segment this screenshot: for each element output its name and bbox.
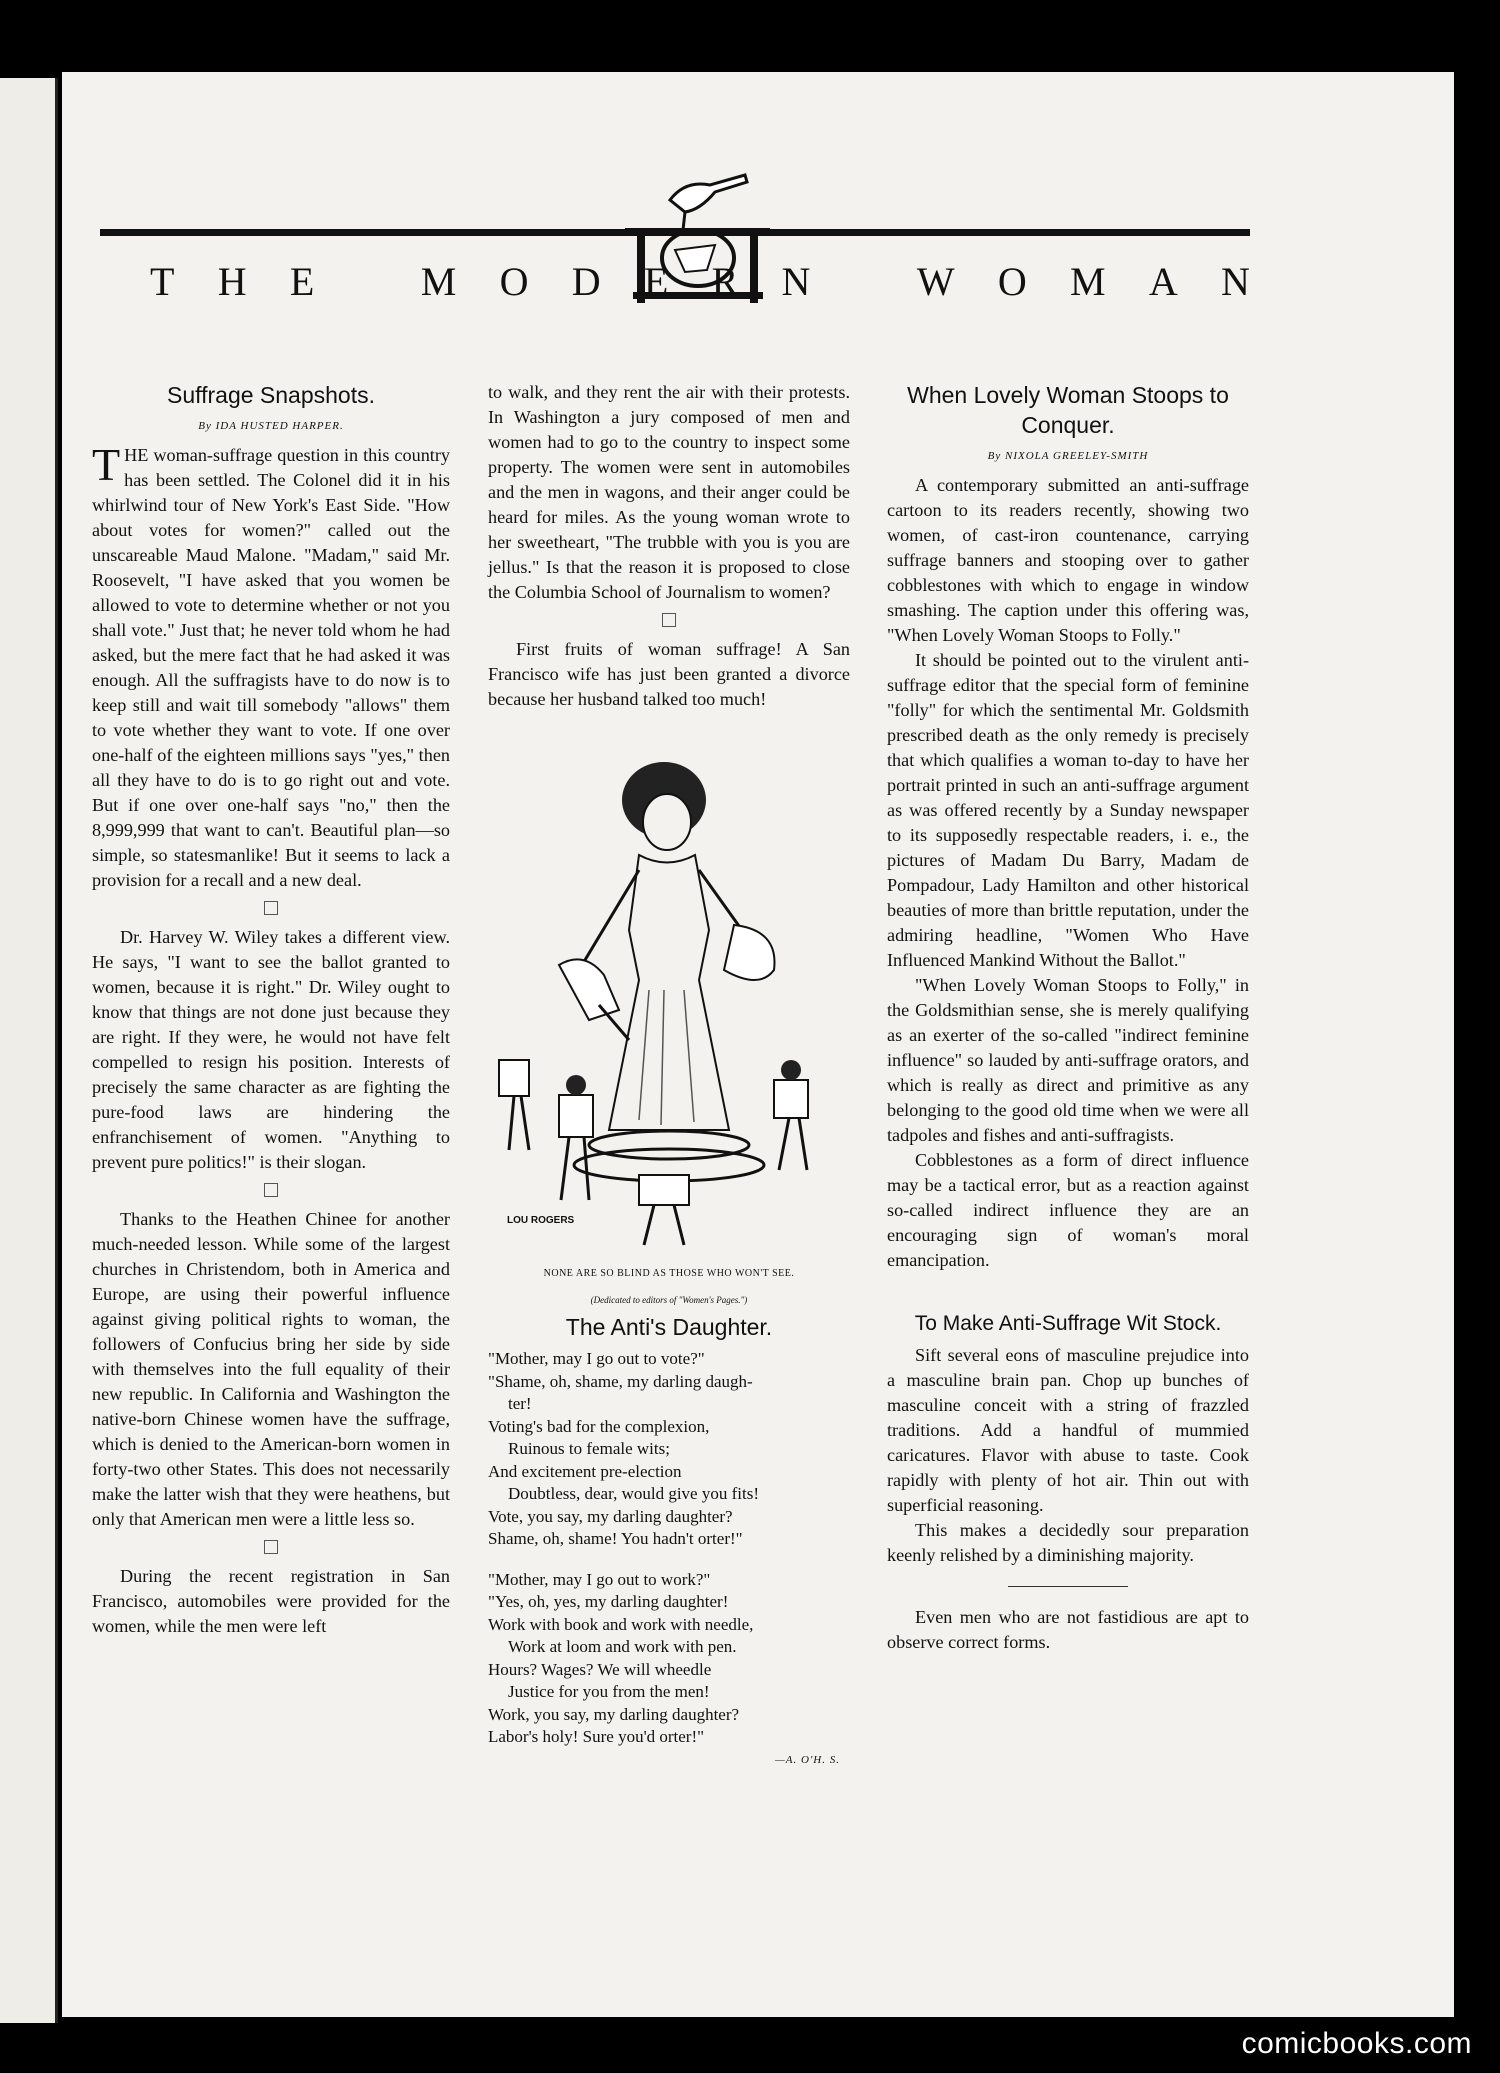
paragraph: Cobblestones as a form of direct influence may be a tactical error, but as a reaction against so-called indirect influence they are an encouraging sign of woman's moral emancipation. <box>887 1150 1249 1270</box>
woman-cartoon-icon <box>489 730 849 1250</box>
masthead-title: T H E M O D E R N W O M A N <box>150 258 1250 304</box>
separator-box <box>264 1183 278 1197</box>
site-watermark: comicbooks.com <box>1241 2027 1472 2060</box>
poem <box>488 1348 850 1771</box>
paragraph: "When Lovely Woman Stoops to Folly," in the Goldsmithian sense, she is merely qualifying as an exerter of the so-called "indirect feminine influence" so lauded by anti-suffrage orators, and which is really as direct and primitive as any belonging to the good old time when we were all tadpoles and fishes and anti-suffragists. <box>887 975 1249 1145</box>
poem-line: "Yes, oh, yes, my darling daughter! <box>488 1592 729 1611</box>
poem-line: Justice for you from the men! <box>508 1682 710 1701</box>
poem-line: ter! <box>508 1394 532 1413</box>
poem-line: Ruinous to female wits; <box>508 1439 670 1458</box>
paragraph: THE woman-suffrage question in this country has been settled. The Colonel did it in his whirlwind tour of New York's East Side. "How about votes for women?" called out the unscareable Maud Malone. "Madam," said Mr. Roosevelt, "I have asked that you women be allowed to vote to determine whether or not you shall vote." Just that; he never told whom he had asked, but the mere fact that he had asked it was enough. All the suffragists have to do now is to keep still and wait till somebody "allows" them to vote whether they want to vote. If one over one-half of the eighteen millions says "yes," then all they have to do is to go right out and vote. But if one over one-half says "no," then the 8,999,999 that want to can't. Beautiful plan—so simple, so statesmanlike! But it seems to lack a provision for a recall and a new deal. <box>92 439 450 890</box>
poem-line: Hours? Wages? We will wheedle <box>488 1659 712 1679</box>
poem-line: Voting's bad for the complexion, <box>488 1416 710 1436</box>
paragraph: It should be pointed out to the virulent anti-suffrage editor that the special form of feminine "folly" for which the sentimental Mr. Goldsmith prescribed death as the only remedy is precisely that which qualifies a woman to-day to have her portrait printed in such an anti-suffrage argument as was offered recently by a Sunday newspaper to its supposedly respectable readers, i. e., the pictures of Madam Du Barry, Madam de Pompadour, Lady Hamilton and other historical beauties of more than brittle reputation, under the admiring headline, "Women Who Have Influenced Mankind Without the Ballot." <box>887 650 1249 970</box>
drop-cap: T <box>92 439 121 490</box>
adjacent-page-edge <box>0 78 58 2023</box>
poem-line: Shame, oh, shame! You hadn't orter!" <box>488 1529 743 1548</box>
poem-line: Vote, you say, my darling daughter? <box>488 1506 733 1526</box>
paragraph: Even men who are not fastidious are apt to observe correct forms. <box>887 1607 1249 1652</box>
poem-signature: —A. O'H. S. <box>775 1753 840 1766</box>
poem-line: Work with book and work with needle, <box>488 1614 754 1634</box>
separator-box <box>264 901 278 915</box>
paragraph: First fruits of woman suffrage! A San Francisco wife has just been granted a divorce because her husband talked too much! <box>488 639 850 709</box>
byline: By IDA HUSTED HARPER. <box>198 420 344 432</box>
poem-line: And excitement pre-election <box>488 1461 682 1481</box>
artist-signature: LOU ROGERS <box>507 1215 575 1226</box>
article-title: When Lovely Woman Stoops to Conquer. <box>907 382 1229 438</box>
paragraph: This makes a decidedly sour preparation keenly relished by a diminishing majority. <box>887 1520 1249 1565</box>
paragraph: to walk, and they rent the air with their protests. In Washington a jury composed of men and women had to go to the country to inspect some property. The women were sent in automobiles and the men in wagons, and their anger could be heard for miles. As the young woman wrote to her sweetheart, "The trubble with you is you are jellus." Is that the reason it is proposed to close the Columbia School of Journalism to women? <box>488 382 850 602</box>
paragraph: Thanks to the Heathen Chinee for another much-needed lesson. While some of the largest churches in Christendom, both in America and Europe, are using their powerful influence against giving political rights to woman, the followers of Confucius bring her side by side with themselves into the full equality of their new republic. In California and Washington the native-born Chinese women have the suffrage, which is denied to the American-born women in forty-two other States. This does not necessarily make the latter wish that they were heathens, but only that American men were a little less so. <box>92 1209 450 1529</box>
cartoon-illustration <box>489 730 849 1305</box>
paragraph: A contemporary submitted an anti-suffrage cartoon to its readers recently, showing two women, of cast-iron countenance, carrying suffrage banners and stooping over to gather cobblestones with which to engage in window smashing. The caption under this offering was, "When Lovely Woman Stoops to Folly." <box>887 475 1249 645</box>
poem-line: Work, you say, my darling daughter? <box>488 1704 740 1724</box>
article-title: To Make Anti-Suffrage Wit Stock. <box>914 1312 1222 1335</box>
poem-line: Work at loom and work with pen. <box>508 1637 737 1656</box>
article-title: Suffrage Snapshots. <box>167 382 375 408</box>
poem-title: The Anti's Daughter. <box>565 1314 773 1340</box>
separator-box <box>264 1540 278 1554</box>
cartoon-caption: NONE ARE SO BLIND AS THOSE WHO WON'T SEE. <box>543 1268 795 1279</box>
divider <box>1008 1586 1128 1587</box>
poem-line: "Shame, oh, shame, my darling daugh- <box>488 1371 753 1391</box>
poem-line: Labor's holy! Sure you'd orter!" <box>488 1727 705 1746</box>
paragraph: During the recent registration in San Francisco, automobiles were provided for the women, while the men were left <box>92 1566 450 1636</box>
poem-line: "Mother, may I go out to vote?" <box>488 1349 705 1368</box>
cartoon-dedication: (Dedicated to editors of "Women's Pages.") <box>590 1295 748 1305</box>
paragraph: Sift several eons of masculine prejudice into a masculine brain pan. Chop up bunches of masculine conceit with a string of frazzled traditions. Add a handful of mummied caricatures. Flavor with abuse to taste. Cook rapidly with plenty of hot air. Thin out with superficial reasoning. <box>887 1345 1249 1515</box>
masthead-rule <box>100 229 1250 236</box>
poem-line: "Mother, may I go out to work?" <box>488 1569 711 1589</box>
paragraph: Dr. Harvey W. Wiley takes a different view. He says, "I want to see the ballot granted to women, because it is right." Dr. Wiley ought to know that things are not done just because they are right. If they were, he would not have felt compelled to resign his position. Interests of precisely the same character as are fighting the pure-food laws are hindering the enfranchisement of women. "Anything to prevent pure politics!" is their slogan. <box>92 927 450 1172</box>
column-left <box>92 308 450 1639</box>
byline: By NIXOLA GREELEY-SMITH <box>987 450 1149 462</box>
column-right <box>887 308 1249 1655</box>
column-middle <box>488 308 850 1771</box>
poem-line: Doubtless, dear, would give you fits! <box>508 1484 759 1503</box>
separator-box <box>662 613 676 627</box>
